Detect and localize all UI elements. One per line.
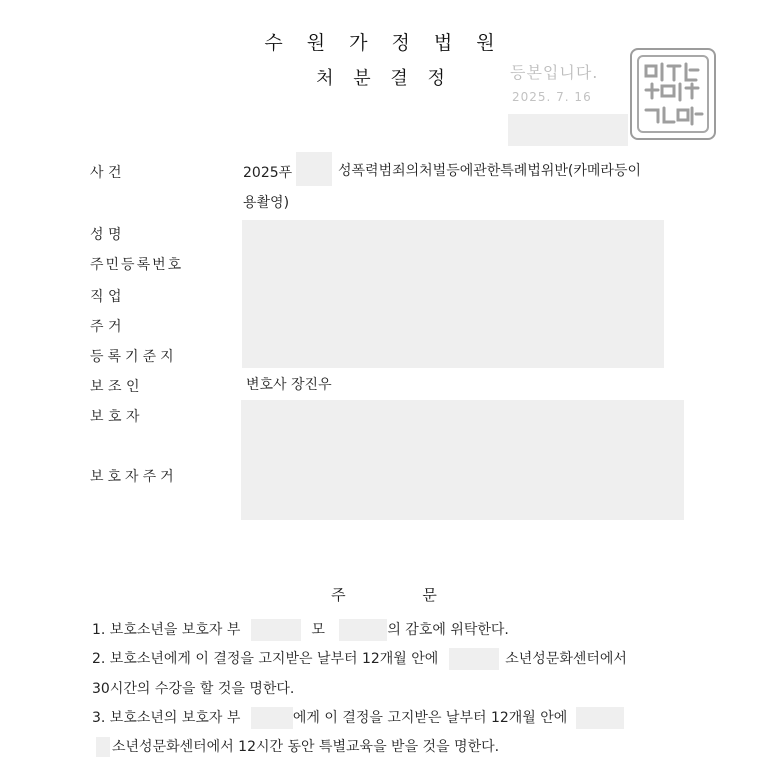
redaction-block — [96, 737, 110, 757]
redaction-block — [251, 707, 293, 729]
order-item-3-continued: 소년성문화센터에서 12시간 동안 특별교육을 받을 것을 명한다. — [96, 736, 499, 757]
case-name-continued: 용촬영) — [243, 195, 290, 211]
job-label: 직 업 — [90, 289, 122, 305]
registry-label: 등록기준지 — [90, 349, 178, 365]
redaction-block — [296, 152, 332, 186]
address-label: 주 거 — [90, 319, 122, 335]
case-label: 사 건 — [90, 165, 122, 181]
redaction-block — [449, 648, 499, 670]
court-name: 수 원 가 정 법 원 — [264, 32, 504, 54]
order-item-1: 1. 보호소년을 보호자 부 모 의 감호에 위탁한다. — [92, 619, 509, 641]
order-item-2: 2. 보호소년에게 이 결정을 고지받은 날부터 12개월 안에 소년성문화센터에서 — [92, 648, 627, 670]
redaction-block — [241, 400, 684, 520]
case-number-prefix: 2025푸 — [243, 165, 293, 181]
guardian-address-label: 보호자주거 — [90, 469, 178, 485]
redaction-block — [339, 619, 387, 641]
document-title: 처 분 결 정 — [316, 68, 452, 89]
certified-copy-stamp: 등본입니다. — [510, 63, 599, 82]
assistant-label: 보 조 인 — [90, 379, 140, 395]
redaction-block — [242, 220, 664, 368]
order-heading: 주 문 — [331, 586, 437, 604]
guardian-label: 보 호 자 — [90, 409, 140, 425]
certified-copy-date: 2025. 7. 16 — [512, 90, 592, 104]
rrn-label: 주민등록번호 — [90, 257, 184, 273]
redaction-block — [251, 619, 301, 641]
order-item-2-continued: 30시간의 수강을 할 것을 명한다. — [92, 681, 295, 697]
case-name: 성폭력범죄의처벌등에관한특례법위반(카메라등이 — [338, 163, 641, 179]
assistant-value: 변호사 장진우 — [246, 377, 332, 393]
redaction-block — [508, 114, 628, 146]
redaction-block — [576, 707, 624, 729]
court-seal-icon — [630, 48, 716, 140]
order-item-3: 3. 보호소년의 보호자 부 에게 이 결정을 고지받은 날부터 12개월 안에 — [92, 707, 624, 729]
name-label: 성 명 — [90, 227, 122, 243]
